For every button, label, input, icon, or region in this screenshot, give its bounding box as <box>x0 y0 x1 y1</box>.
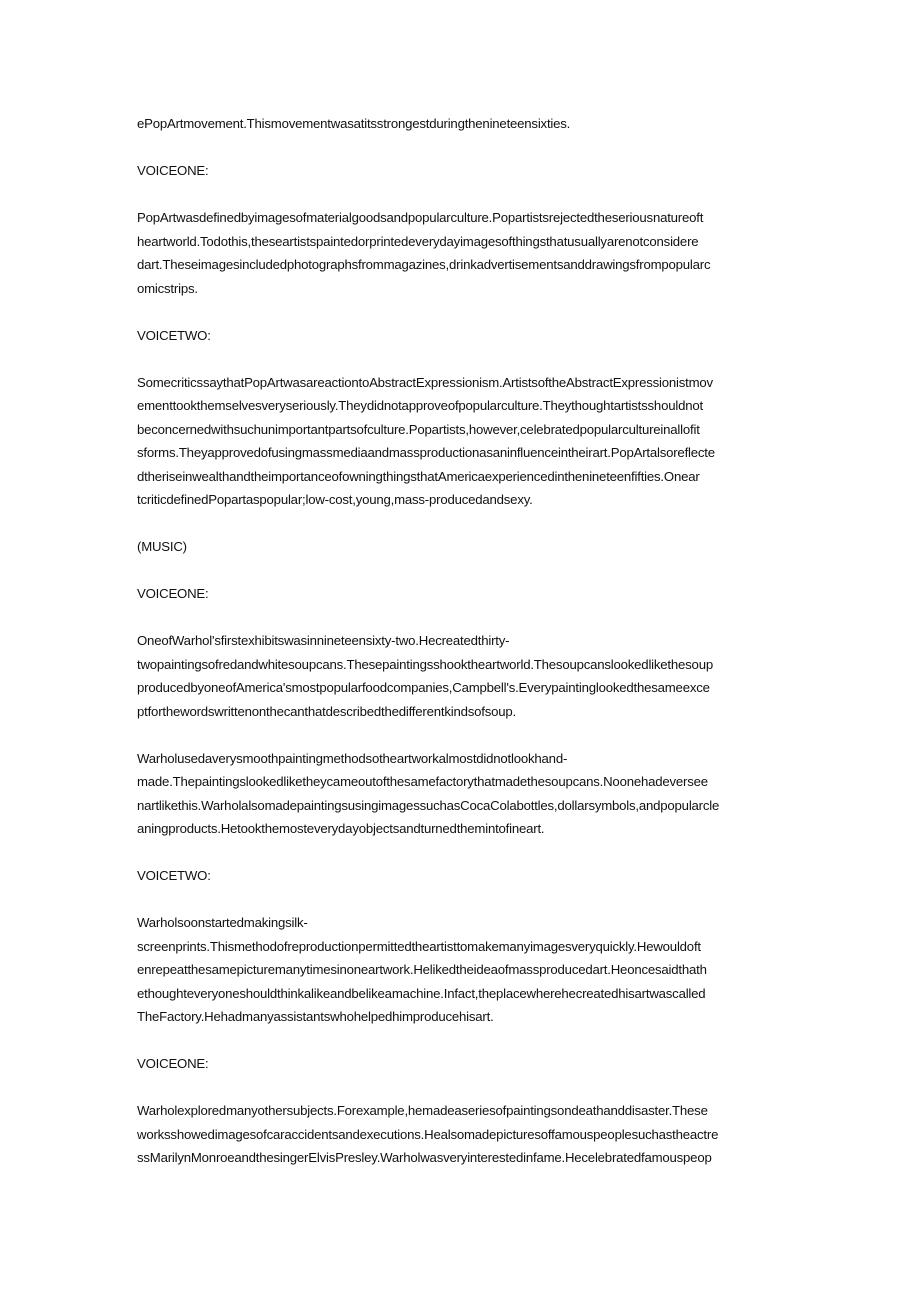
text-line: screenprints.Thismethodofreproductionpermittedtheartisttomakemanyimagesveryquickly.Hewouldoft <box>137 938 701 954</box>
text-line: PopArtwasdefinedbyimagesofmaterialgoodsandpopularculture.Popartistsrejectedtheseriousnatureoft <box>137 210 704 225</box>
transcript-paragraph <box>137 371 787 512</box>
paragraph-spacer <box>137 888 787 912</box>
text-line: aningproducts.Hetookthemosteverydayobjectsandturnedthemintofineart. <box>137 821 545 836</box>
transcript-paragraph <box>137 747 787 841</box>
paragraph-spacer <box>137 347 787 371</box>
transcript-paragraph <box>137 911 787 1029</box>
text-line: VOICEONE: <box>137 586 209 601</box>
text-line: ethoughteveryoneshouldthinkalikeandbelikeamachine.Infact,theplacewherehecreatedhisartwascalled <box>137 985 706 1001</box>
speaker-label <box>137 864 787 888</box>
text-line: nartlikethis.WarholalsomadepaintingsusingimagessuchasCocaColabottles,dollarsymbols,andpopularcle <box>137 797 720 813</box>
paragraph-spacer <box>137 841 787 865</box>
text-line: ssMarilynMonroeandthesingerElvisPresley.Warholwasveryinterestedinfame.Hecelebratedfamouspeop <box>137 1150 712 1165</box>
transcript-paragraph <box>137 112 787 136</box>
text-line: ementtookthemselvesveryseriously.Theydidnotapproveofpopularculture.Theythoughtartistsshouldnot <box>137 398 703 413</box>
text-line: VOICETWO: <box>137 868 211 883</box>
text-line: (MUSIC) <box>137 539 187 554</box>
transcript-paragraph <box>137 206 787 300</box>
paragraph-spacer <box>137 512 787 536</box>
text-line: SomecriticssaythatPopArtwasareactiontoAbstractExpressionism.ArtistsoftheAbstractExpressionistmov <box>137 374 713 390</box>
speaker-label <box>137 582 787 606</box>
text-line: Warholusedaverysmoothpaintingmethodsotheartworkalmostdidnotlookhand- <box>137 750 568 766</box>
paragraph-spacer <box>137 559 787 583</box>
paragraph-spacer <box>137 183 787 207</box>
text-line: VOICETWO: <box>137 327 211 343</box>
text-line: VOICEONE: <box>137 163 209 178</box>
paragraph-spacer <box>137 300 787 324</box>
speaker-label <box>137 324 787 348</box>
text-line: ePopArtmovement.Thismovementwasatitsstrongestduringthenineteensixties. <box>137 116 571 131</box>
text-line: Warholexploredmanyothersubjects.Forexample,hemadeaseriesofpaintingsondeathanddisaster.These <box>137 1103 708 1118</box>
paragraph-spacer <box>137 136 787 160</box>
text-line: Warholsoonstartedmakingsilk- <box>137 915 308 930</box>
paragraph-spacer <box>137 1076 787 1100</box>
text-line: dart.Theseimagesincludedphotographsfrommagazines,drinkadvertisementsanddrawingsfrompopularc <box>137 257 711 272</box>
text-line: enrepeatthesamepicturemanytimesinoneartwork.Helikedtheideaofmassproducedart.Heoncesaidthath <box>137 962 707 977</box>
transcript-paragraph <box>137 629 787 723</box>
text-line: beconcernedwithsuchunimportantpartsofculture.Popartists,however,celebratedpopularcultureinallofit <box>137 421 700 437</box>
speaker-label <box>137 1052 787 1076</box>
text-line: twopaintingsofredandwhitesoupcans.Thesepaintingsshooktheartworld.Thesoupcanslookedlikethesoup <box>137 656 713 672</box>
speaker-label <box>137 159 787 183</box>
text-line: TheFactory.Hehadmanyassistantswhohelpedhimproducehisart. <box>137 1009 494 1024</box>
document-page <box>137 112 787 1170</box>
music-cue <box>137 535 787 559</box>
paragraph-spacer <box>137 606 787 630</box>
text-line: tcriticdefinedPopartaspopular;low-cost,young,mass-producedandsexy. <box>137 492 533 507</box>
text-line: sforms.Theyapprovedofusingmassmediaandmassproductionasaninfluenceintheirart.PopArtalsoreflecte <box>137 445 715 460</box>
text-line: dtheriseinwealthandtheimportanceofowningthingsthatAmericaexperiencedinthenineteenfifties.Onear <box>137 468 700 484</box>
paragraph-spacer <box>137 723 787 747</box>
paragraph-spacer <box>137 1029 787 1053</box>
text-line: worksshowedimagesofcaraccidentsandexecutions.Healsomadepicturesoffamouspeoplesuchastheactre <box>137 1126 719 1142</box>
text-line: OneofWarhol'sfirstexhibitswasinnineteensixty-two.Hecreatedthirty- <box>137 633 510 648</box>
transcript-paragraph <box>137 1099 787 1170</box>
text-line: made.Thepaintingslookedliketheycameoutofthesamefactorythatmadethesoupcans.Noonehadeversee <box>137 774 708 789</box>
text-line: omicstrips. <box>137 280 198 296</box>
text-line: VOICEONE: <box>137 1056 209 1071</box>
text-line: producedbyoneofAmerica'smostpopularfoodcompanies,Campbell's.Everypaintinglookedthesameexce <box>137 680 710 695</box>
text-line: heartworld.Todothis,theseartistspaintedorprintedeverydayimagesofthingsthatusuallyarenotconsidere <box>137 233 699 249</box>
text-line: ptforthewordswrittenonthecanthatdescribedthedifferentkindsofsoup. <box>137 703 516 719</box>
